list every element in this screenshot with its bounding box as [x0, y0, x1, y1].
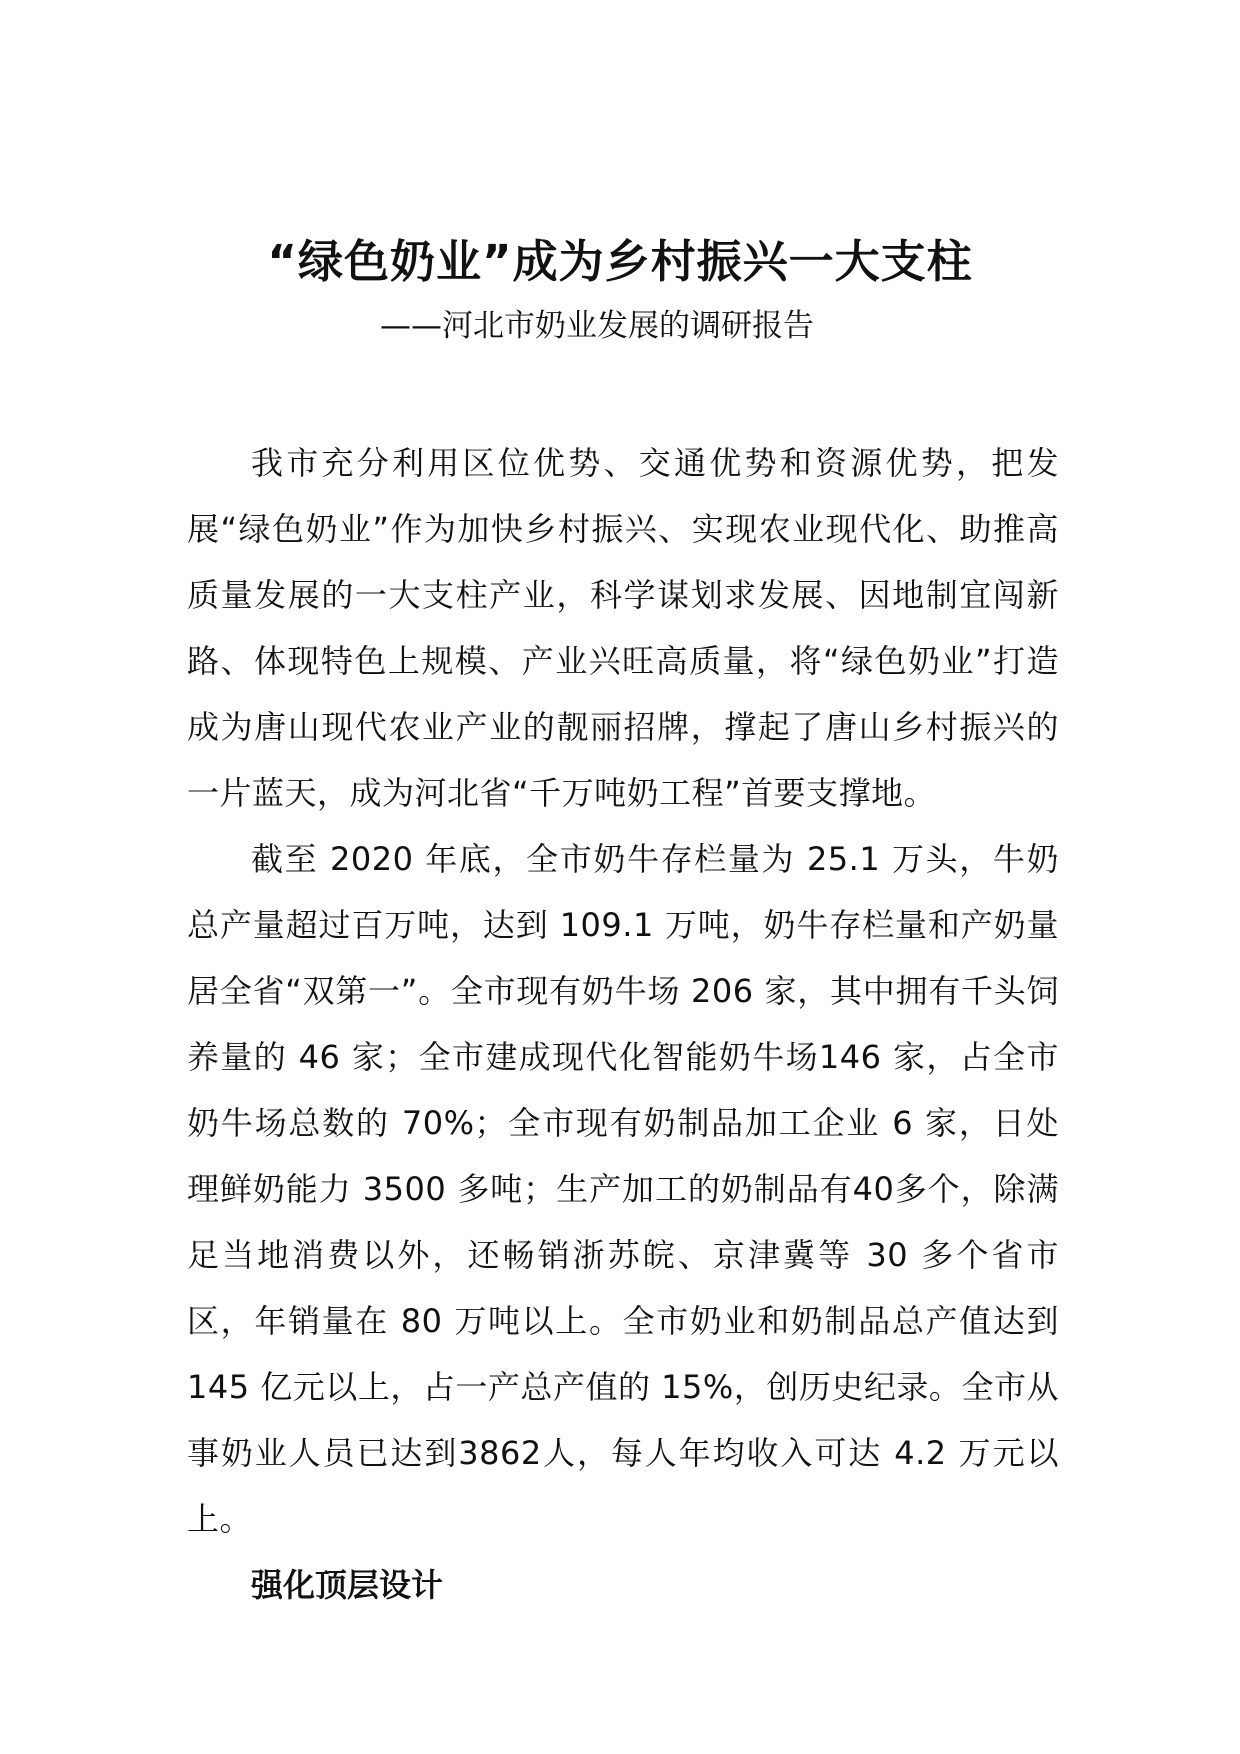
document-body — [187, 430, 1059, 1618]
section-heading: 强化顶层设计 — [251, 1566, 444, 1604]
document-title: “绿色奶业”成为乡村振兴一大支柱 — [267, 235, 973, 288]
document-subtitle: ——河北市奶业发展的调研报告 — [380, 308, 814, 344]
body-paragraph: 我市充分利用区位优势、交通优势和资源优势，把发展“绿色奶业”作为加快乡村振兴、实现农业现代化、助推高质量发展的一大支柱产业，科学谋划求发展、因地制宜闯新路、体现特色上规模、产业兴旺高质量，将“绿色奶业”打造成为唐山现代农业产业的靓丽招牌，撑起了唐山乡村振兴的一片蓝天，成为河北省“千万吨奶工程”首要支撑地。 — [187, 444, 1059, 812]
body-paragraph: 截至 2020 年底，全市奶牛存栏量为 25.1 万头，牛奶总产量超过百万吨，达到 109.1 万吨，奶牛存栏量和产奶量居全省“双第一”。全市现有奶牛场 206 家，其中拥有千头饲养量的 46 家；全市建成现代化智能奶牛场146 家，占全市奶牛场总数的 70%；全市现有奶制品加工企业 6 家，日处理鲜奶能力 3500 多吨；生产加工的奶制品有40多个，除满足当地消费以外，还畅销浙苏皖、京津冀等 30 多个省市区，年销量在 80 万吨以上。全市奶业和奶制品总产值达到 145 亿元以上，占一产总产值的 15%，创历史纪录。全市从事奶业人员已达到3862人，每人年均收入可达 4.2 万元以上。 — [187, 840, 1059, 1538]
